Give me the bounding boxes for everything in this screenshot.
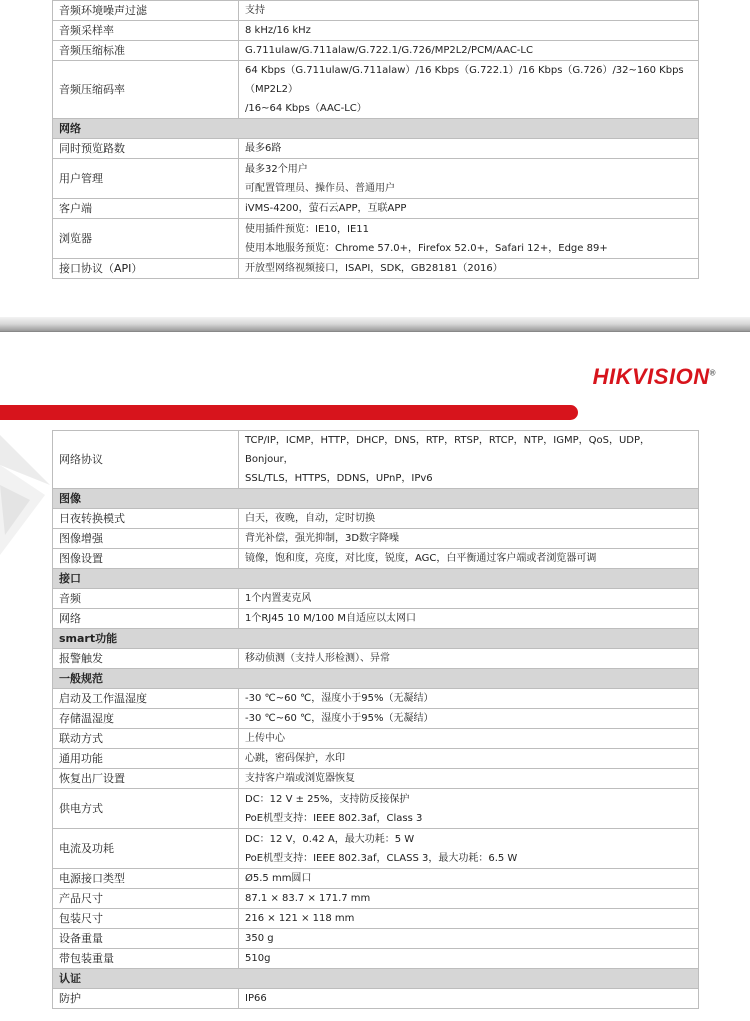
spec-key: 供电方式 (53, 789, 239, 829)
spec-row (53, 929, 699, 949)
spec-key: 电源接口类型 (53, 869, 239, 889)
spec-value-line: 支持客户端或浏览器恢复 (245, 773, 355, 784)
spec-value (239, 199, 699, 219)
spec-table-image-general (52, 430, 699, 1009)
spec-key: 防护 (53, 989, 239, 1009)
spec-key: 音频采样率 (53, 21, 239, 41)
spec-value-line: 510g (245, 953, 271, 964)
spec-key: 存储温湿度 (53, 709, 239, 729)
spec-value (239, 139, 699, 159)
spec-value (239, 21, 699, 41)
spec-table-network (52, 0, 699, 279)
spec-row (53, 529, 699, 549)
spec-row (53, 41, 699, 61)
decorative-shape-icon (0, 425, 60, 565)
spec-row (53, 749, 699, 769)
section-title: smart功能 (53, 629, 699, 649)
spec-value (239, 909, 699, 929)
spec-row (53, 159, 699, 199)
spec-value (239, 259, 699, 279)
spec-value (239, 1, 699, 21)
spec-row (53, 259, 699, 279)
section-title: 一般规范 (53, 669, 699, 689)
section-header-row (53, 669, 699, 689)
spec-value-line: Ø5.5 mm圆口 (245, 873, 312, 884)
spec-row (53, 139, 699, 159)
spec-value (239, 589, 699, 609)
spec-key: 音频 (53, 589, 239, 609)
spec-value-line: /16~64 Kbps（AAC-LC） (245, 103, 367, 114)
spec-row (53, 21, 699, 41)
spec-value (239, 431, 699, 489)
spec-value-line: 背光补偿，强光抑制，3D数字降噪 (245, 533, 400, 544)
spec-key: 带包装重量 (53, 949, 239, 969)
section-title: 接口 (53, 569, 699, 589)
spec-key: 通用功能 (53, 749, 239, 769)
spec-row (53, 689, 699, 709)
spec-value-line: G.711ulaw/G.711alaw/G.722.1/G.726/MP2L2/PCM/AAC-LC (245, 45, 533, 56)
spec-value (239, 829, 699, 869)
spec-value-line: SSL/TLS，HTTPS，DDNS，UPnP，IPv6 (245, 473, 433, 484)
spec-value-line: 开放型网络视频接口，ISAPI，SDK，GB28181（2016） (245, 263, 503, 274)
section-header-row (53, 489, 699, 509)
spec-value-line: 使用插件预览：IE10，IE11 (245, 223, 369, 235)
spec-value-line: DC：12 V ± 25%，支持防反接保护 (245, 793, 410, 805)
spec-value (239, 869, 699, 889)
spec-key: 音频压缩标准 (53, 41, 239, 61)
spec-value-line: -30 ℃~60 ℃，湿度小于95%（无凝结） (245, 693, 434, 704)
spec-value-line: 64 Kbps（G.711ulaw/G.711alaw）/16 Kbps（G.722.1）/16 Kbps（G.726）/32~160 Kbps（MP2L2） (245, 65, 684, 95)
spec-key: 同时预览路数 (53, 139, 239, 159)
spec-value-line: 最多6路 (245, 143, 282, 154)
spec-key: 产品尺寸 (53, 889, 239, 909)
spec-key: 图像增强 (53, 529, 239, 549)
spec-key: 电流及功耗 (53, 829, 239, 869)
section-title: 认证 (53, 969, 699, 989)
spec-row (53, 949, 699, 969)
section-header-row (53, 119, 699, 139)
spec-key: 接口协议（API） (53, 259, 239, 279)
spec-value-line: 可配置管理员、操作员、普通用户 (245, 182, 395, 194)
spec-row (53, 431, 699, 489)
spec-value (239, 609, 699, 629)
spec-value-line: 白天，夜晚，自动，定时切换 (245, 513, 375, 524)
spec-value (239, 729, 699, 749)
spec-row (53, 61, 699, 119)
spec-value-line: TCP/IP，ICMP，HTTP，DHCP，DNS，RTP，RTSP，RTCP，NTP，IGMP，QoS，UDP，Bonjour， (245, 435, 651, 465)
spec-row (53, 199, 699, 219)
spec-key: 日夜转换模式 (53, 509, 239, 529)
spec-key: 网络 (53, 609, 239, 629)
spec-value (239, 649, 699, 669)
section-title: 网络 (53, 119, 699, 139)
spec-row (53, 869, 699, 889)
spec-value-line: -30 ℃~60 ℃，湿度小于95%（无凝结） (245, 713, 434, 724)
spec-value-line: 8 kHz/16 kHz (245, 25, 311, 36)
spec-value (239, 41, 699, 61)
spec-row (53, 769, 699, 789)
spec-key: 客户端 (53, 199, 239, 219)
spec-key: 浏览器 (53, 219, 239, 259)
spec-row (53, 649, 699, 669)
spec-row (53, 709, 699, 729)
spec-key: 联动方式 (53, 729, 239, 749)
spec-value-line: 1个内置麦克风 (245, 593, 312, 604)
spec-row (53, 829, 699, 869)
spec-key: 启动及工作温湿度 (53, 689, 239, 709)
brand-logo: HIKVISION® (592, 364, 716, 389)
spec-key: 报警触发 (53, 649, 239, 669)
spec-value-line: PoE机型支持：IEEE 802.3af，CLASS 3，最大功耗：6.5 W (245, 852, 518, 864)
spec-row (53, 509, 699, 529)
spec-value (239, 789, 699, 829)
spec-value-line: 镜像，饱和度，亮度，对比度，锐度，AGC，白平衡通过客户端或者浏览器可调 (245, 553, 597, 564)
spec-value (239, 929, 699, 949)
section-title: 图像 (53, 489, 699, 509)
spec-value-line: 1个RJ45 10 M/100 M自适应以太网口 (245, 613, 416, 624)
spec-value-line: 350 g (245, 933, 274, 944)
spec-key: 网络协议 (53, 431, 239, 489)
spec-value-line: PoE机型支持：IEEE 802.3af，Class 3 (245, 812, 423, 824)
spec-value (239, 949, 699, 969)
spec-value (239, 749, 699, 769)
spec-value-line: iVMS-4200，萤石云APP，互联APP (245, 203, 407, 214)
spec-value-line: 支持 (245, 5, 265, 16)
section-header-row (53, 629, 699, 649)
spec-value (239, 529, 699, 549)
spec-key: 音频压缩码率 (53, 61, 239, 119)
spec-value-line: IP66 (245, 993, 267, 1004)
spec-value (239, 689, 699, 709)
spec-row (53, 1, 699, 21)
spec-value-line: 上传中心 (245, 733, 285, 744)
spec-row (53, 989, 699, 1009)
spec-row (53, 729, 699, 749)
spec-value-line: 87.1 × 83.7 × 171.7 mm (245, 893, 371, 904)
spec-value (239, 159, 699, 199)
spec-row (53, 909, 699, 929)
spec-key: 音频环境噪声过滤 (53, 1, 239, 21)
spec-value-line: 最多32个用户 (245, 163, 308, 175)
spec-value (239, 889, 699, 909)
spec-value (239, 989, 699, 1009)
spec-row (53, 789, 699, 829)
spec-value (239, 769, 699, 789)
spec-row (53, 589, 699, 609)
spec-value (239, 549, 699, 569)
spec-row (53, 609, 699, 629)
spec-key: 包装尺寸 (53, 909, 239, 929)
spec-row (53, 889, 699, 909)
spec-key: 用户管理 (53, 159, 239, 199)
spec-value-line: 使用本地服务预览：Chrome 57.0+，Firefox 52.0+，Safari 12+，Edge 89+ (245, 242, 608, 254)
spec-value (239, 509, 699, 529)
spec-key: 图像设置 (53, 549, 239, 569)
spec-value-line: 216 × 121 × 118 mm (245, 913, 355, 924)
spec-value (239, 709, 699, 729)
spec-row (53, 219, 699, 259)
spec-value-line: 移动侦测（支持人形检测）、异常 (245, 653, 390, 664)
section-header-row (53, 569, 699, 589)
spec-row (53, 549, 699, 569)
section-header-row (53, 969, 699, 989)
spec-value-line: DC：12 V，0.42 A，最大功耗：5 W (245, 833, 415, 845)
red-accent-bar (0, 405, 578, 420)
spec-value-line: 心跳，密码保护，水印 (245, 753, 345, 764)
page-divider (0, 317, 750, 332)
spec-key: 恢复出厂设置 (53, 769, 239, 789)
spec-value (239, 219, 699, 259)
spec-key: 设备重量 (53, 929, 239, 949)
spec-value (239, 61, 699, 119)
